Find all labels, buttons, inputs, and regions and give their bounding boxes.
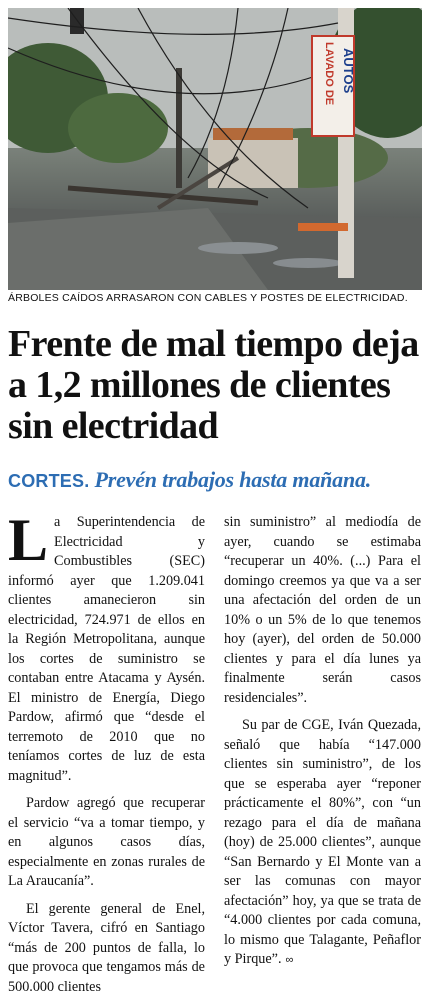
article-paragraph [8, 513, 205, 786]
news-photo [8, 8, 422, 290]
sign-lavado-text: LAVADO DE [323, 42, 335, 105]
photo-caption: ÁRBOLES CAÍDOS ARRASARON CON CABLES Y POSTES DE ELECTRICIDAD. [8, 292, 422, 304]
dropcap: L [8, 515, 48, 565]
article-paragraph-text: Su par de CGE, Iván Quezada, señaló que había “147.000 clientes sin suministro”, de los que se esperaba ayer “reponer prácticamente el 80%”, con “un rezago para el día de mañana (hoy) de 25.000 clientes”, aunque “San Bernardo y El Monte van a ser las comunas con mayor afectación” hoy, ya que se trata de “4.000 clientes por cada comuna, lo mismo que Talagante, Peñaflor y Pirque”. [224, 717, 421, 967]
kicker [8, 467, 422, 493]
storm-scene-illustration [8, 8, 422, 290]
article-column-1 [8, 513, 205, 997]
kicker-deck: Prevén trabajos hasta mañana. [95, 467, 372, 492]
article-paragraph: El gerente general de Enel, Víctor Tavera, cifró en Santiago “más de 200 puntos de falla, lo que provoca que tengamos más de 500.000 clientes [8, 900, 205, 997]
article-paragraph: Pardow agregó que recuperar el servicio “va a tomar tiempo, y en algunos casos días, especialmente en zonas rurales de La Araucanía”. [8, 794, 205, 892]
article-paragraph-text: a Superintendencia de Electricidad y Combustibles (SEC) informó ayer que 1.209.041 clientes amanecieron sin electricidad, 724.971 de ellos en la Región Metropolitana, aunque los cortes de suministro se contaban entre Atacama y Aysén. El ministro de Energía, Diego Pardow, afirmó que “desde el terremoto de 2010 que no teníamos cortes de luz de esta magnitud”. [8, 514, 205, 784]
article-column-2 [224, 513, 421, 971]
article-paragraph: sin suministro” al mediodía de ayer, cuando se estimaba “recuperar un 40%. (...) Para el domingo creemos ya que va a ser una afectación del orden de un 10% o un 5% de lo que tenemos hoy (ayer), del orden de 50.000 clientes y para el día lunes ya finalmente serán casos residenciales”. [224, 513, 421, 708]
article-paragraph [224, 716, 421, 971]
headline: Frente de mal tiempo deja a 1,2 millones de clientes sin electridad [8, 324, 422, 447]
end-mark-icon: ∞ [286, 954, 294, 966]
sign-autos-text: AUTOS [341, 48, 356, 94]
kicker-keyword: CORTES. [8, 471, 89, 491]
